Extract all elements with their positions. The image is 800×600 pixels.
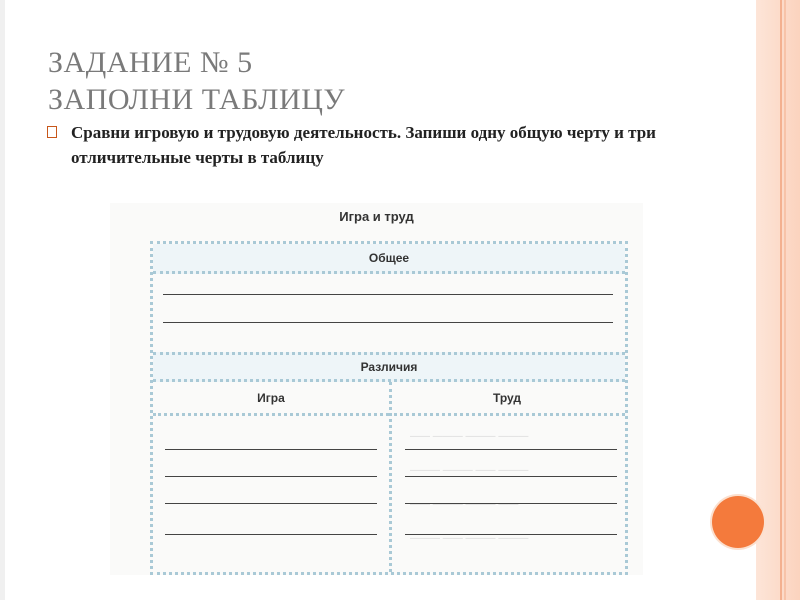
common-write-line [163, 294, 613, 295]
work-write-line [405, 476, 617, 477]
worksheet-image: Игра и труд —— ——— ——— ——— ——— ——— —— ——— —— ——— ——— —— ——— —— ——— ——— Общее Различия Игра Труд [110, 203, 643, 575]
game-write-line [165, 534, 377, 535]
task-bullet [47, 120, 727, 170]
common-write-line [163, 322, 613, 323]
differences-header: Различия [153, 352, 625, 382]
comparison-table [150, 241, 628, 575]
work-write-line [405, 534, 617, 535]
game-write-line [165, 503, 377, 504]
slide-title-line-1: ЗАДАНИЕ № 5 [48, 46, 253, 79]
column-divider [389, 382, 392, 572]
worksheet-title: Игра и труд [339, 209, 414, 224]
game-write-line [165, 449, 377, 450]
slide-left-edge [0, 0, 5, 600]
work-write-line [405, 503, 617, 504]
slide-title-line-2: ЗАПОЛНИ ТАБЛИЦУ [48, 83, 346, 116]
column-header-work: Труд [389, 382, 625, 416]
column-header-game: Игра [153, 382, 389, 416]
decorative-circle [712, 496, 764, 548]
game-write-line [165, 476, 377, 477]
common-header: Общее [153, 244, 625, 274]
decorative-side-stripe [756, 0, 800, 600]
square-bullet-icon [47, 126, 57, 138]
work-write-line [405, 449, 617, 450]
task-instruction: Сравни игровую и трудовую деятельность. Запиши одну общую черту и три отличительные черты в таблицу [71, 123, 656, 167]
slide-title [48, 44, 345, 118]
